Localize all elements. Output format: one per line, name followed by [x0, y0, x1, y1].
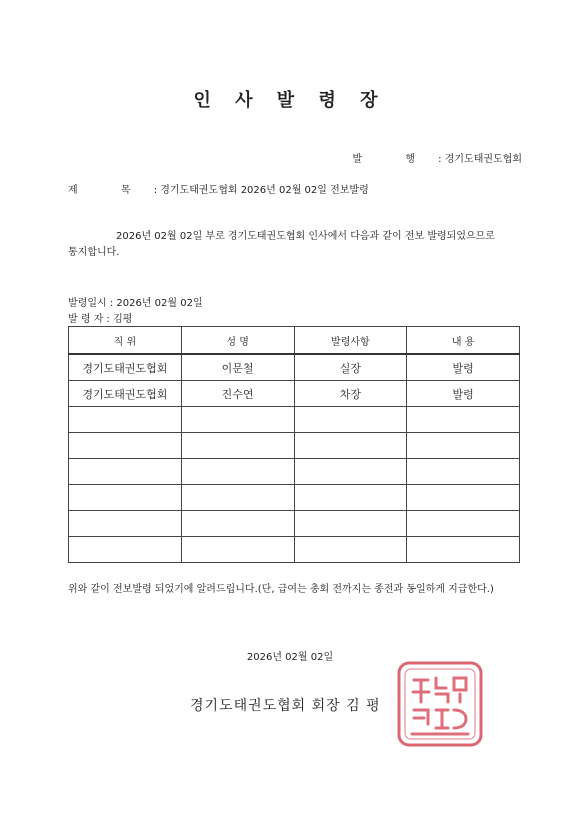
cell-content: 발령 [407, 354, 520, 381]
cell-name [181, 433, 294, 459]
subject-value: : 경기도태권도협회 2026년 02월 02일 전보발령 [153, 185, 369, 196]
footer-note: 위와 같이 전보발령 되었기에 알려드립니다.(단, 급여는 총회 전까지는 종전과 동일하게 지급한다.) [68, 584, 494, 595]
issuer-line [352, 150, 522, 165]
header-order: 발령사항 [294, 327, 407, 355]
cell-name: 진수연 [181, 381, 294, 407]
cell-position: 경기도태권도협회 [69, 381, 182, 407]
cell-order [294, 407, 407, 433]
signature-line: 경기도태권도협회 회장 김 평 [190, 698, 381, 714]
header-name: 성 명 [181, 327, 294, 355]
cell-position [69, 407, 182, 433]
cell-name [181, 407, 294, 433]
official-seal-icon [396, 660, 484, 748]
table-row [69, 433, 520, 459]
cell-content [407, 433, 520, 459]
table-row [69, 511, 520, 537]
table-row [69, 485, 520, 511]
cell-position [69, 537, 182, 563]
table-row [69, 537, 520, 563]
body-paragraph: 2026년 02월 02일 부로 경기도태권도협회 인사에서 다음과 같이 전보 발령되었으므로 통지합니다. [68, 231, 495, 258]
issuer-value: : 경기도태권도협회 [438, 154, 522, 165]
cell-content [407, 511, 520, 537]
table-row [69, 407, 520, 433]
page-title: 인 사 발 령 장 [193, 90, 387, 111]
subject-label: 제 목 [68, 185, 151, 196]
cell-order [294, 485, 407, 511]
header-position: 직 위 [69, 327, 182, 355]
header-content: 내 용 [407, 327, 520, 355]
order-date: 발령일시 : 2026년 02월 02일 [68, 298, 203, 309]
cell-name [181, 459, 294, 485]
table-row [69, 381, 520, 407]
table-header-row [69, 327, 520, 355]
cell-content [407, 485, 520, 511]
cell-name [181, 485, 294, 511]
cell-order [294, 537, 407, 563]
cell-order: 실장 [294, 354, 407, 381]
table-row [69, 459, 520, 485]
cell-content [407, 537, 520, 563]
cell-order [294, 433, 407, 459]
cell-content: 발령 [407, 381, 520, 407]
cell-content [407, 407, 520, 433]
cell-position [69, 511, 182, 537]
cell-position [69, 433, 182, 459]
personnel-table [68, 326, 520, 563]
cell-name: 이문철 [181, 354, 294, 381]
cell-name [181, 537, 294, 563]
cell-position [69, 485, 182, 511]
cell-order [294, 459, 407, 485]
subject-line [68, 181, 369, 196]
cell-order: 차장 [294, 381, 407, 407]
cell-content [407, 459, 520, 485]
cell-order [294, 511, 407, 537]
cell-position [69, 459, 182, 485]
sign-date: 2026년 02월 02일 [246, 652, 334, 663]
issuer-label: 발 행 [352, 154, 435, 165]
order-issuer: 발 령 자 : 김평 [68, 314, 133, 325]
table-row [69, 354, 520, 381]
cell-name [181, 511, 294, 537]
cell-position: 경기도태권도협회 [69, 354, 182, 381]
